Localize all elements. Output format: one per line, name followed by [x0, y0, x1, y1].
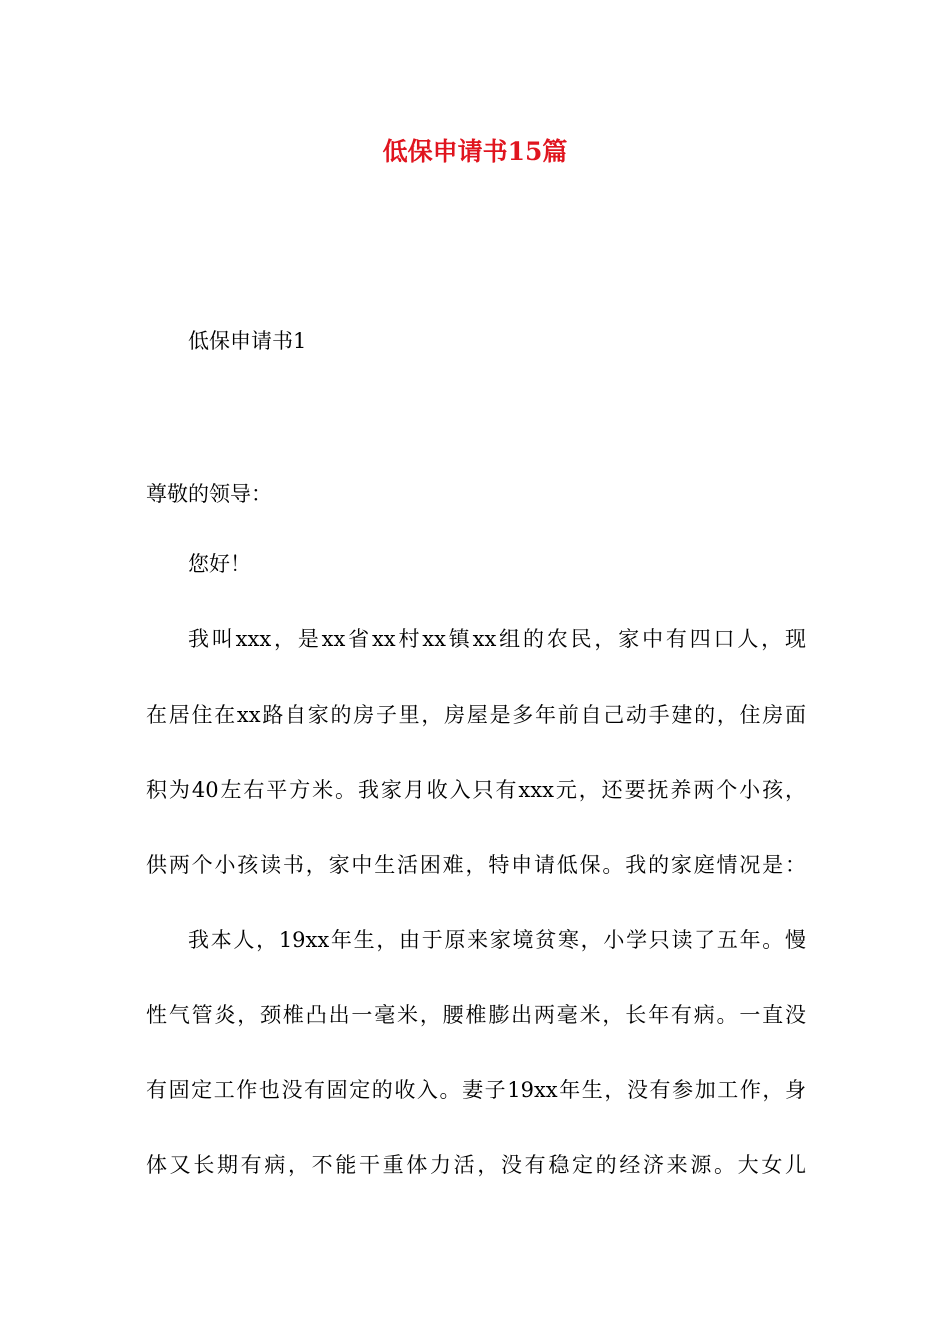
paragraph-line: 我叫xxx，是xx省xx村xx镇xx组的农民，家中有四口人，现: [188, 627, 806, 651]
greeting: 您好！: [188, 552, 251, 576]
salutation: 尊敬的领导：: [146, 482, 272, 506]
section-heading: 低保申请书1: [188, 329, 307, 353]
paragraph-line: 积为40左右平方米。我家月收入只有xxx元，还要抚养两个小孩，: [146, 778, 806, 802]
paragraph-line: 有固定工作也没有固定的收入。妻子19xx年生，没有参加工作，身: [146, 1078, 806, 1102]
paragraph-line: 我本人，19xx年生，由于原来家境贫寒，小学只读了五年。慢: [188, 928, 806, 952]
paragraph-line: 在居住在xx路自家的房子里，房屋是多年前自己动手建的，住房面: [146, 703, 806, 727]
document-title: 低保申请书15篇: [382, 137, 568, 166]
paragraph-line: 性气管炎，颈椎凸出一毫米，腰椎膨出两毫米，长年有病。一直没: [146, 1003, 806, 1027]
paragraph-line: 体又长期有病，不能干重体力活，没有稳定的经济来源。大女儿: [146, 1153, 806, 1177]
paragraph-line: 供两个小孩读书，家中生活困难，特申请低保。我的家庭情况是：: [146, 853, 806, 877]
